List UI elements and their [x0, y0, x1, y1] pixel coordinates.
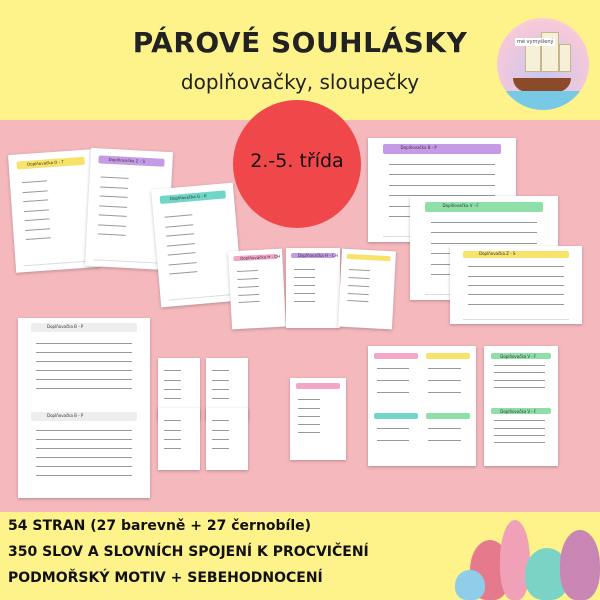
ship-logo-icon: [497, 18, 589, 110]
worksheet-preview: Doplňovačka B - P: [368, 138, 516, 242]
worksheet-preview: Doplňovačka B - P Doplňovačka B - P: [18, 318, 150, 498]
page-subtitle: doplňovačky, sloupečky: [180, 70, 420, 94]
footer-line-words: 350 SLOV A SLOVNÍCH SPOJENÍ K PROCVIČENÍ: [8, 544, 369, 560]
footer-line-pages: 54 STRAN (27 barevně + 27 černobíle): [8, 518, 312, 534]
logo-label: mé vymyšlený: [517, 39, 554, 45]
worksheet-preview: Doplňovačka D - T: [8, 149, 100, 273]
worksheet-preview: Doplňovačka V - F: [410, 196, 558, 300]
worksheet-preview: [158, 408, 200, 470]
worksheet-preview: Doplňovačka H - CH: [228, 249, 286, 330]
worksheet-preview: Doplňovačka Z - S: [450, 246, 582, 324]
worksheet-preview: [290, 378, 346, 460]
footer-line-motif: PODMOŘSKÝ MOTIV + SEBEHODNOCENÍ: [8, 570, 323, 586]
worksheet-preview: Doplňovačka Z - S: [85, 148, 173, 270]
worksheet-preview: [206, 408, 248, 470]
page-title: PÁROVÉ SOUHLÁSKY: [132, 26, 468, 59]
worksheet-preview: Doplňovačka V - F Doplňovačka V - F: [484, 346, 558, 466]
grade-badge-label: 2.-5. třída: [250, 150, 344, 172]
worksheet-preview: Doplňovačka G - K: [151, 183, 243, 308]
worksheet-preview: [368, 346, 476, 466]
worksheet-preview: Doplňovačka H - CH: [286, 248, 340, 328]
worksheet-preview: [338, 249, 396, 330]
